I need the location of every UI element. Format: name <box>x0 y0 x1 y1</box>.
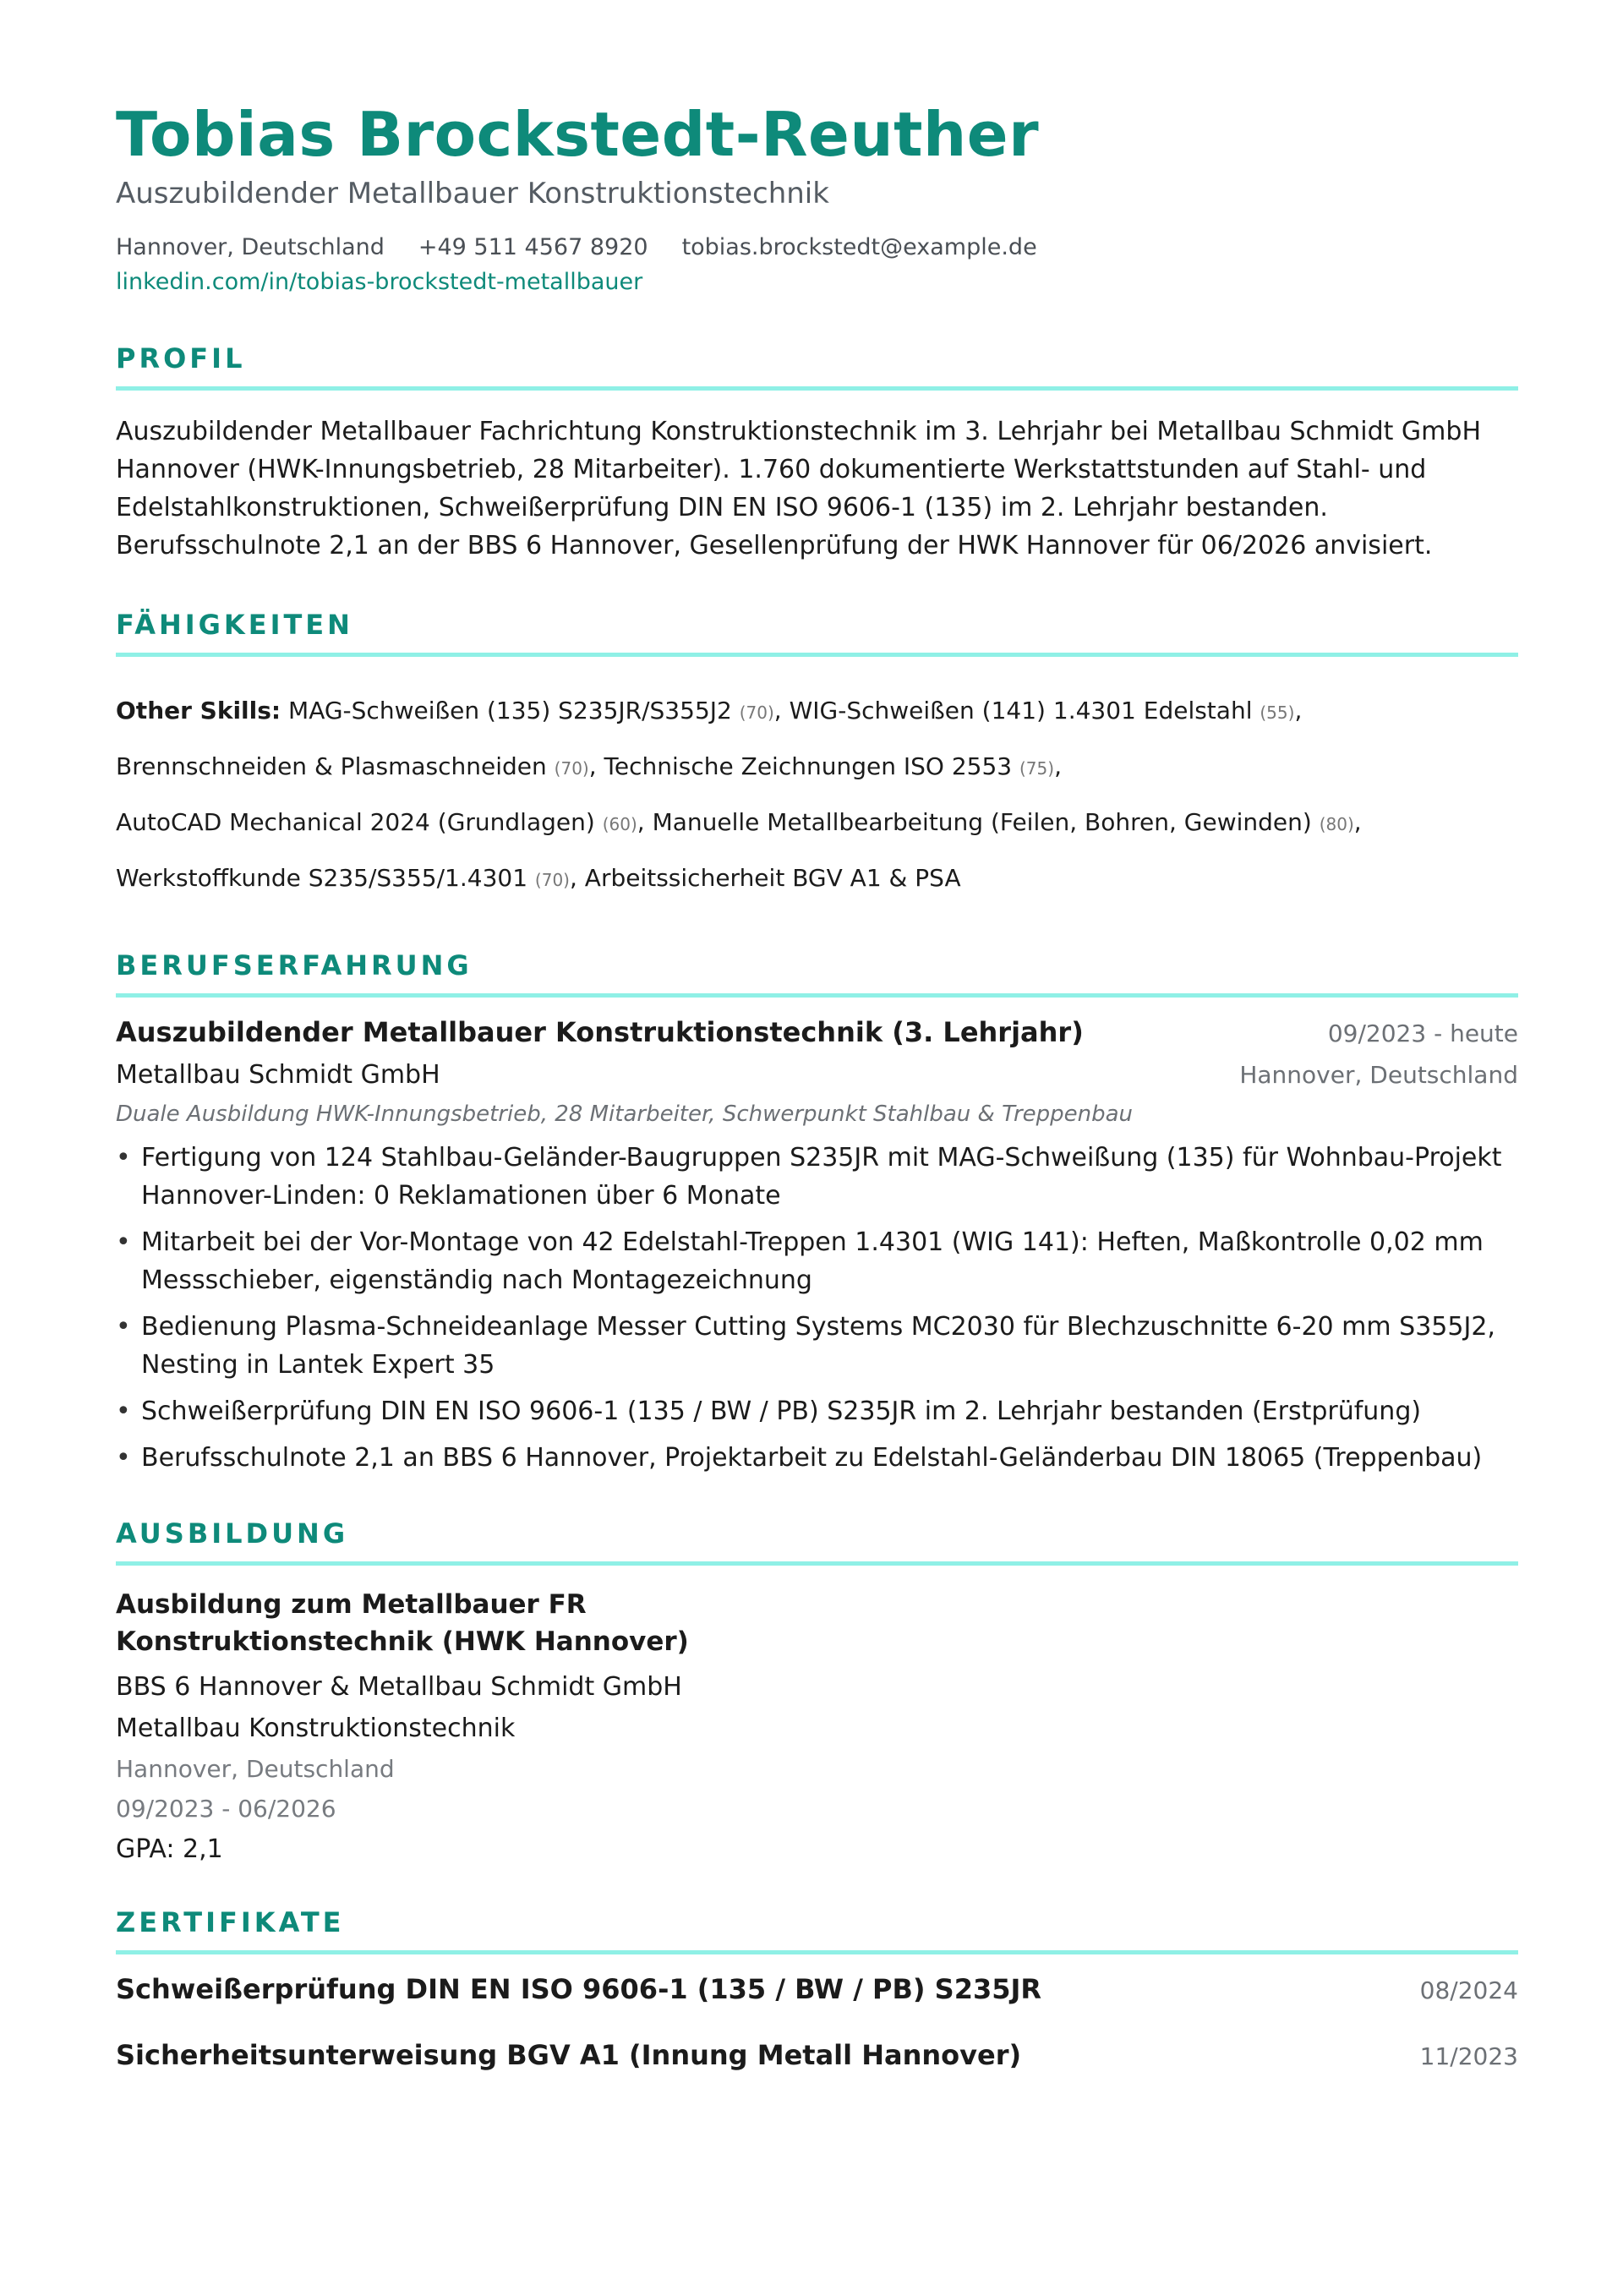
certificate-name: Sicherheitsunterweisung BGV A1 (Innung Metall Hannover) <box>116 2038 1022 2071</box>
skill-item: AutoCAD Mechanical 2024 (Grundlagen) <box>116 807 595 836</box>
skill-level: (60) <box>602 813 637 834</box>
certificate-item <box>116 1973 1518 2005</box>
job-header <box>116 1016 1518 1048</box>
education-gpa: GPA: 2,1 <box>116 1834 223 1864</box>
skill-item: Technische Zeichnungen ISO 2553 <box>604 752 1013 780</box>
job-location: Hannover, Deutschland <box>1239 1060 1518 1089</box>
profile-text: Auszubildender Metallbauer Fachrichtung Konstruktionstechnik im 3. Lehrjahr bei Metallbau Schmidt GmbH Hannover (HWK-Innungsbetrieb, 28 Mitarbeiter). 1.760 dokumentierte Werkstattstunden auf Stahl- und Edelstahlkonstruktionen, Schweißerprüfung DIN EN ISO 9606-1 (135) im 2. Lehrjahr bestanden. Berufsschulnote 2,1 an der BBS 6 Hannover, Gesellenprüfung der HWK Hannover für 06/2026 anvisiert. <box>116 416 1482 560</box>
education-dates: 09/2023 - 06/2026 <box>116 1794 336 1823</box>
job-description: Duale Ausbildung HWK-Innungsbetrieb, 28 Mitarbeiter, Schwerpunkt Stahlbau & Treppenbau <box>116 1101 1134 1127</box>
skill-item: Arbeitssicherheit BGV A1 & PSA <box>584 863 961 892</box>
job-subheader <box>116 1060 1518 1090</box>
skills-line: AutoCAD Mechanical 2024 (Grundlagen) (60), Manuelle Metallbearbeitung (Feilen, Bohren, Gewinden) (80), <box>116 807 1362 836</box>
skill-level: (70) <box>554 757 589 779</box>
profile-section <box>116 342 1518 565</box>
section-title-certificates: ZERTIFIKATE <box>116 1906 1518 1954</box>
education-field: Metallbau Konstruktionstechnik <box>116 1713 516 1743</box>
contact-row <box>116 234 1518 260</box>
education-section <box>116 1517 1518 1864</box>
candidate-name: Tobias Brockstedt-Reuther <box>116 99 1040 170</box>
skill-item: Werkstoffkunde S235/S355/1.4301 <box>116 863 528 892</box>
linkedin-link[interactable]: linkedin.com/in/tobias-brockstedt-metallbauer <box>116 268 643 295</box>
list-item: • Schweißerprüfung DIN EN ISO 9606-1 (135 / BW / PB) S235JR im 2. Lehrjahr bestanden (Erstprüfung) <box>116 1392 1518 1430</box>
skills-label: Other Skills: <box>116 696 281 724</box>
skill-item: Brennschneiden & Plasmaschneiden <box>116 752 547 780</box>
section-title-experience: BERUFSERFAHRUNG <box>116 949 1518 998</box>
skills-line: Other Skills: MAG-Schweißen (135) S235JR/S355J2 (70), WIG-Schweißen (141) 1.4301 Edelstahl (55), <box>116 696 1303 724</box>
list-item: • Fertigung von 124 Stahlbau-Geländer-Baugruppen S235JR mit MAG-Schweißung (135) für Wohnbau-Projekt Hannover-Linden: 0 Reklamationen über 6 Monate <box>116 1139 1518 1215</box>
skill-level: (70) <box>739 702 774 723</box>
certificate-date: 08/2024 <box>1419 1976 1518 2004</box>
skill-level: (75) <box>1019 757 1055 779</box>
skill-level: (70) <box>534 869 570 890</box>
certificates-section <box>116 1906 1518 2071</box>
education-institution: BBS 6 Hannover & Metallbau Schmidt GmbH <box>116 1671 682 1702</box>
skill-level: (80) <box>1319 813 1354 834</box>
list-item: • Berufsschulnote 2,1 an BBS 6 Hannover, Projektarbeit zu Edelstahl-Geländerbau DIN 18065 (Treppenbau) <box>116 1439 1518 1477</box>
skill-level: (55) <box>1260 702 1295 723</box>
list-item: • Mitarbeit bei der Vor-Montage von 42 Edelstahl-Treppen 1.4301 (WIG 141): Heften, Maßkontrolle 0,02 mm Messschieber, eigenständig nach Montagezeichnung <box>116 1223 1518 1299</box>
skill-item: WIG-Schweißen (141) 1.4301 Edelstahl <box>789 696 1253 724</box>
certificate-item <box>116 2039 1518 2071</box>
certificate-date: 11/2023 <box>1419 2042 1518 2070</box>
certificate-name: Schweißerprüfung DIN EN ISO 9606-1 (135 / BW / PB) S235JR <box>116 1972 1042 2005</box>
job-company: Metallbau Schmidt GmbH <box>116 1059 440 1090</box>
section-title-profile: PROFIL <box>116 342 1518 391</box>
job-dates: 09/2023 - heute <box>1327 1019 1518 1047</box>
skill-item: Manuelle Metallbearbeitung (Feilen, Bohren, Gewinden) <box>652 807 1312 836</box>
skills-line: Werkstoffkunde S235/S355/1.4301 (70), Arbeitssicherheit BGV A1 & PSA <box>116 863 961 892</box>
job-title: Auszubildender Metallbauer Konstruktionstechnik (3. Lehrjahr) <box>116 1015 1084 1048</box>
education-location: Hannover, Deutschland <box>116 1754 395 1783</box>
contact-email[interactable]: tobias.brockstedt@example.de <box>681 233 1037 260</box>
skills-section <box>116 609 1518 907</box>
skill-item: MAG-Schweißen (135) S235JR/S355J2 <box>288 696 732 724</box>
education-degree: Ausbildung zum Metallbauer FR Konstruktionstechnik (HWK Hannover) <box>116 1588 689 1657</box>
headline: Auszubildender Metallbauer Konstruktionstechnik <box>116 176 829 210</box>
section-title-education: AUSBILDUNG <box>116 1517 1518 1566</box>
job-bullets <box>116 1139 1518 1477</box>
contact-location: Hannover, Deutschland <box>116 233 385 260</box>
skills-line: Brennschneiden & Plasmaschneiden (70), Technische Zeichnungen ISO 2553 (75), <box>116 752 1062 780</box>
list-item: • Bedienung Plasma-Schneideanlage Messer Cutting Systems MC2030 für Blechzuschnitte 6-20 mm S355J2, Nesting in Lantek Expert 35 <box>116 1308 1518 1384</box>
section-title-skills: FÄHIGKEITEN <box>116 609 1518 657</box>
skills-list <box>116 684 1518 907</box>
experience-section <box>116 949 1518 1477</box>
contact-phone[interactable]: +49 511 4567 8920 <box>418 233 648 260</box>
